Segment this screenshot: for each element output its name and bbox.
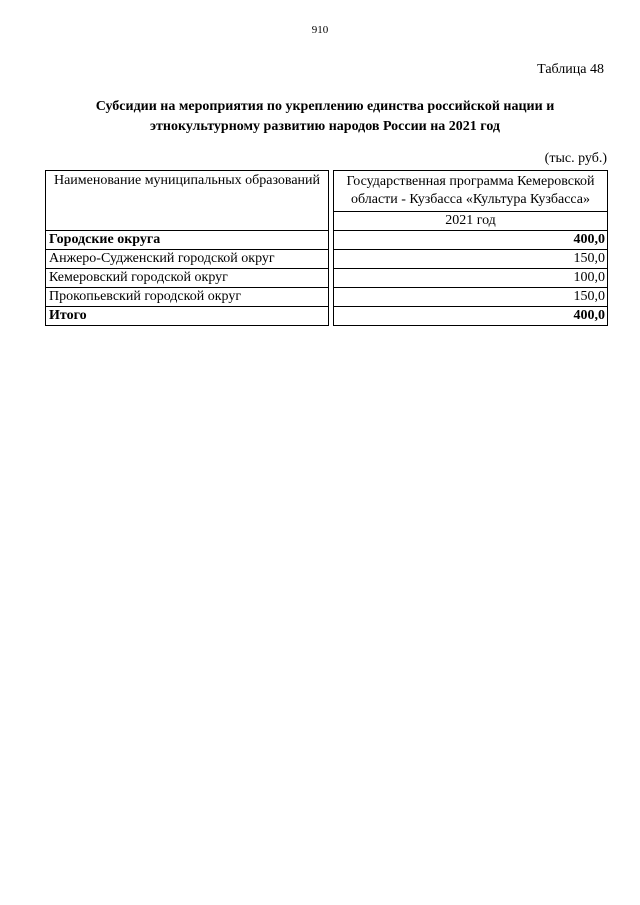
table-row xyxy=(46,250,608,269)
row-name: Прокопьевский городской округ xyxy=(46,288,329,307)
document-title-line-1: Субсидии на мероприятия по укреплению единства российской нации и xyxy=(95,99,555,114)
row-name: Итого xyxy=(46,307,329,326)
header-program: Государственная программа Кемеровской области - Кузбасса «Культура Кузбасса» xyxy=(334,171,608,212)
row-value: 150,0 xyxy=(334,288,608,307)
row-name: Кемеровский городской округ xyxy=(46,269,329,288)
page-number: 910 xyxy=(311,24,329,36)
unit-label: (тыс. руб.) xyxy=(544,151,607,166)
subsidy-table xyxy=(45,170,608,326)
document-title xyxy=(60,97,590,137)
header-year: 2021 год xyxy=(334,212,608,231)
header-municipality-name: Наименование муниципальных образований xyxy=(46,171,329,231)
row-name: Городские округа xyxy=(46,231,329,250)
document-title-line-2: этнокультурному развитию народов России на 2021 год xyxy=(150,119,500,134)
row-value: 400,0 xyxy=(334,231,608,250)
row-value: 400,0 xyxy=(334,307,608,326)
table-row xyxy=(46,288,608,307)
table-row xyxy=(46,231,608,250)
table-row xyxy=(46,269,608,288)
table-label: Таблица 48 xyxy=(537,62,604,77)
row-name: Анжеро-Судженский городской округ xyxy=(46,250,329,269)
table-row-total xyxy=(46,307,608,326)
row-value: 150,0 xyxy=(334,250,608,269)
row-value: 100,0 xyxy=(334,269,608,288)
